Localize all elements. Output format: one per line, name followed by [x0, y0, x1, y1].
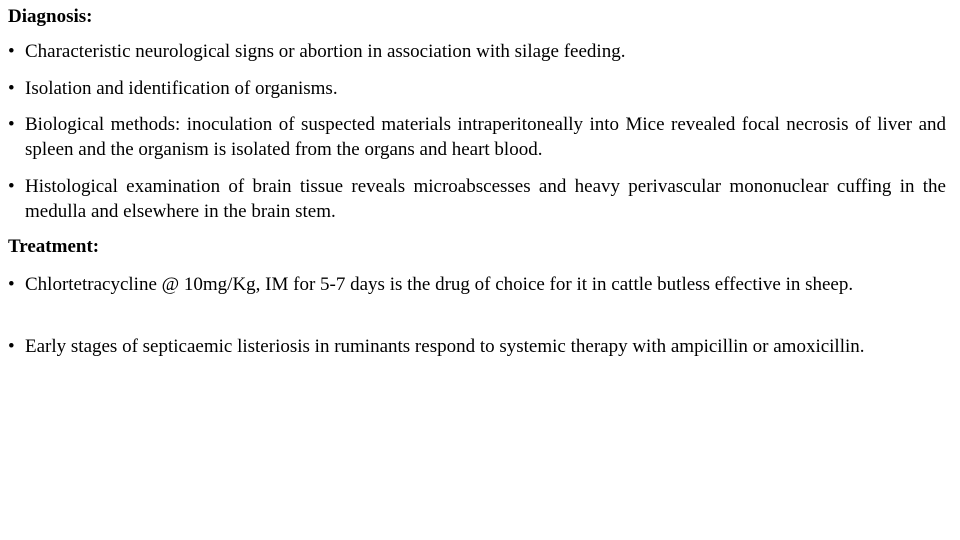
treatment-bullet-text: Chlortetracycline @ 10mg/Kg, IM for 5-7 days is the drug of choice for it in cattle butless effective in sheep. [25, 274, 854, 295]
treatment-bullet-text: Early stages of septicaemic listeriosis in ruminants respond to systemic therapy with ampicillin or amoxicillin. [25, 336, 865, 357]
diagnosis-bullet [8, 174, 946, 224]
bullet-marker: • [8, 176, 15, 197]
diagnosis-bullet-text: Histological examination of brain tissue reveals microabscesses and heavy perivascular mononuclear cuffing in the medulla and elsewhere in the brain stem. [25, 176, 946, 222]
diagnosis-heading: Diagnosis: [8, 6, 93, 27]
treatment-bullet [8, 272, 946, 297]
bullet-marker: • [8, 114, 15, 135]
diagnosis-bullet-text: Characteristic neurological signs or abortion in association with silage feeding. [25, 41, 626, 62]
treatment-heading: Treatment: [8, 236, 100, 257]
diagnosis-bullet-text: Biological methods: inoculation of suspected materials intraperitoneally into Mice revealed focal necrosis of liver and spleen and the organism is isolated from the organs and heart blood. [25, 114, 946, 160]
bullet-marker: • [8, 41, 15, 62]
diagnosis-bullet-text: Isolation and identification of organisms. [25, 78, 338, 99]
bullet-marker: • [8, 274, 15, 295]
bullet-marker: • [8, 78, 15, 99]
diagnosis-bullet [8, 112, 946, 162]
treatment-bullet [8, 334, 946, 359]
bullet-marker: • [8, 336, 15, 357]
diagnosis-bullet [8, 39, 946, 64]
diagnosis-bullet [8, 76, 946, 101]
